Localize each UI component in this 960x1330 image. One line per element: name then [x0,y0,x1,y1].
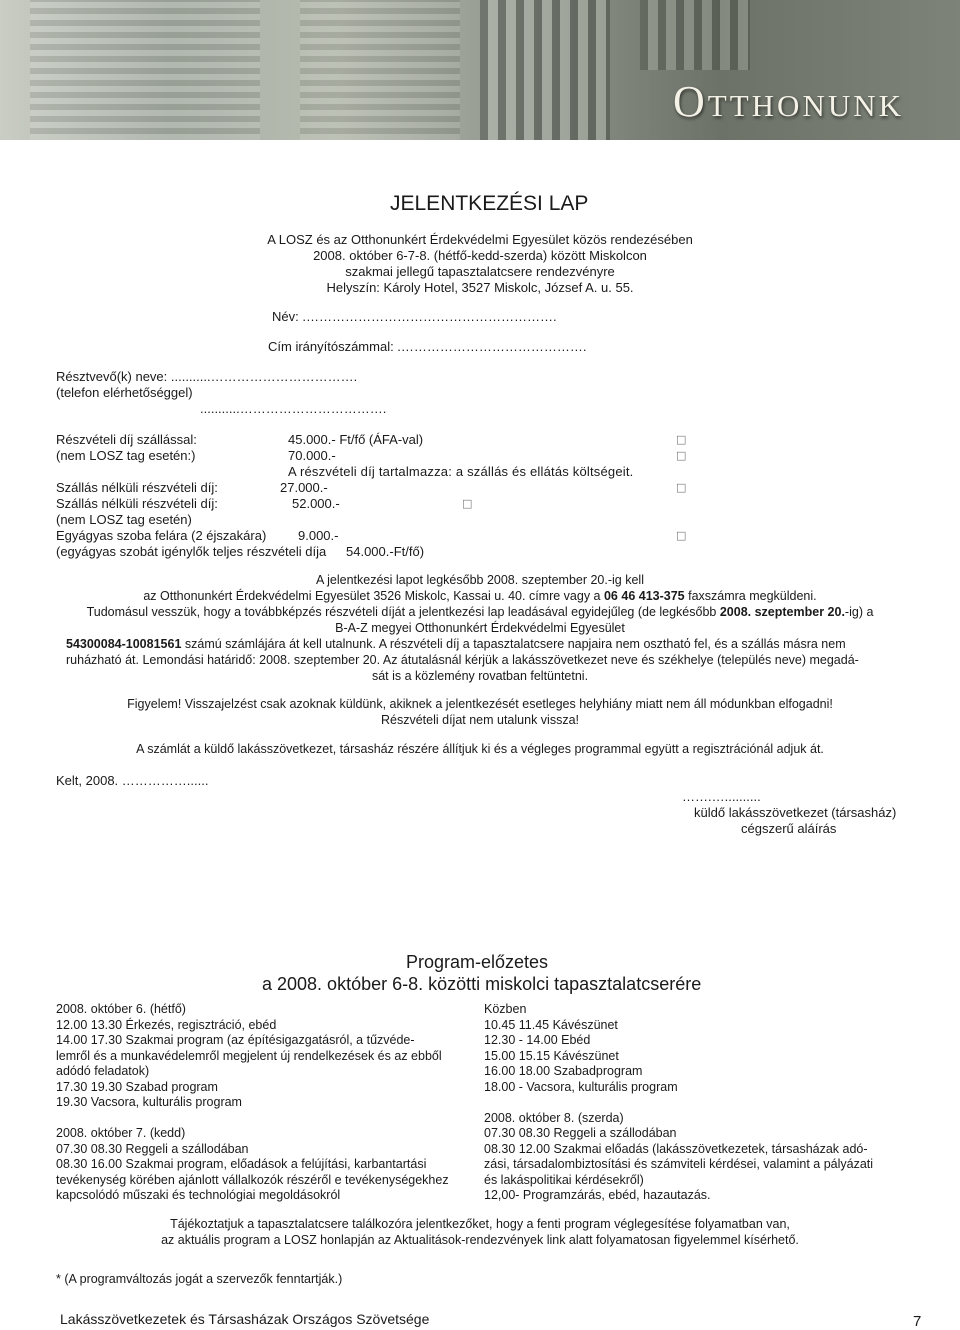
info-payment-3-text: számú számlájára át kell utalnunk. A részvételi díj a tapasztalatcsere napjaira nem oszthatό fel, és a szállás másra nem [181,637,846,651]
warning-line-1: Figyelem! Visszajelzést csak azoknak küldünk, akiknek a jelentkezését esetleges helyhiány miatt nem áll módunkban elfogadni! [127,697,833,711]
program-right-line: 15.00 15.15 Kávészünet [484,1048,619,1063]
fee-label-2: (nem LOSZ tag esetén:) [56,448,196,463]
name-field[interactable]: Név: .…………………………………………………. [272,309,557,324]
closing-line-2: az aktuális program a LOSZ honlapján az Aktualitások-rendezvények link alatt folyamatosan figyelemmel kísérhető. [161,1233,799,1247]
payment-deadline: 2008. szeptember 20. [719,605,845,619]
fee-checkbox-6[interactable]: □ [676,529,687,542]
footer-organization: Lakásszövetkezetek és Társasházak Országos Szövetsége [60,1311,430,1327]
program-right-line: 12,00- Programzárás, ebéd, hazautazás. [484,1188,711,1202]
program-left-line: 19.30 Vacsora, kulturális program [56,1095,242,1109]
fee-checkbox-2[interactable]: □ [676,449,687,462]
info-payment-3 [66,636,846,652]
fee-checkbox-3[interactable]: □ [676,481,687,494]
program-right-line: 07.30 08.30 Reggeli a szállodában [484,1126,677,1140]
fee-value-6: 9.000.- [298,528,339,543]
warning-line-2: Részvételi díjat nem utalunk vissza! [380,713,579,727]
page-number: 7 [913,1313,922,1330]
program-left-column [56,1002,449,1204]
program-right-column [484,1002,873,1204]
info-address-text: az Otthonunkért Érdekvédelmi Egyesület 3526 Miskolc, Kassai u. 40. címre vagy a [143,589,604,603]
fax-number: 06 46 413-375 [603,589,685,603]
info-payment-4: ruházható át. Lemondási határidő: 2008. szeptember 20. Az átutalásnál kérjük a lakásszövetkezet neve és székhelye (település neve) megadá- [66,653,859,667]
closing-line-1: Tájékoztatjuk a tapasztalatcsere találkozóra jelentkezőket, hogy a fenti program véglegesítése folyamatban van, [170,1217,790,1231]
info-deadline: A jelentkezési lapot legkésőbb 2008. szeptember 20.-ig kell [316,573,644,587]
program-left-line: 14.00 17.30 Szakmai program (az építésigazgatásról, a tűzvéde- [56,1033,415,1047]
program-left-line: 17.30 19.30 Szabad program [56,1079,218,1094]
footnote: * (A programváltozás jogát a szervezők fenntartják.) [56,1272,343,1286]
signature-label-2: cégszerű aláírás [741,821,837,836]
program-left-line: 08.30 16.00 Szakmai program, előadások a felújítási, karbantartási [56,1157,427,1171]
info-address-end: faxszámra megküldeni. [684,589,817,603]
program-left-spacer [56,1111,449,1127]
address-field[interactable]: Cím irányítószámmal: .……………………………………. [268,339,587,354]
program-right-line: Közben [484,1002,527,1016]
program-title: Program-előzetes [406,952,549,972]
signature-label-1: küldő lakásszövetkezet (társasház) [694,805,897,820]
program-left-line: kapcsolódó műszaki és technológiai megoldásokról [56,1188,341,1202]
fee-note: A részvételi díj tartalmazza: a szállás és ellátás költségeit. [288,464,634,479]
program-right-line: és lakáspolitikai kérdésekről) [484,1172,644,1187]
fee-value-3: 27.000.- [280,480,328,495]
fee-label-4: Szállás nélküli részvételi díj: [56,496,218,511]
page-title: JELENTKEZÉSI LAP [390,192,589,215]
brand-logo: Otthonunk [673,77,904,126]
info-payment-2: B-A-Z megyei Otthonunkért Érdekvédelmi Egyesület [335,621,625,635]
program-right-spacer [484,1095,873,1111]
program-right-line: 16.00 18.00 Szabadprogram [484,1064,643,1078]
info-payment-text: Tudomásul vesszük, hogy a továbbképzés részvételi díját a jelentkezési lap leadásával egyidejűleg (de legkésőbb [86,605,720,619]
fee-checkbox-4[interactable]: □ [462,497,473,510]
program-left-line: 2008. október 6. (hétfő) [56,1002,186,1016]
program-right-line: 12.30 - 14.00 Ebéd [484,1033,591,1047]
fee-value-7: 54.000.-Ft/fő) [346,544,425,559]
fee-label-5: (nem LOSZ tag esetén) [56,512,192,527]
fee-value-1: 45.000.- Ft/fő (ÁFA-val) [288,432,424,447]
program-right-line: 2008. október 8. (szerda) [484,1110,624,1125]
info-payment-5: sát is a közlemény rovatban feltüntetni. [371,669,589,683]
invoice-note: A számlát a küldő lakásszövetkezet, társasház részére állítjuk ki és a végleges programmal együtt a regisztrációnál adjuk át. [136,742,824,756]
fee-label-7: (egyágyas szobát igénylők teljes részvételi díja [56,544,327,559]
program-right-line: zási, társadalombiztosítási és számviteli kérdései, valamint a pályázati [484,1157,874,1171]
info-address [60,588,900,604]
program-subtitle: a 2008. október 6-8. közötti miskolci tapasztalatcserére [262,974,702,994]
program-left-line: tevékenység körében ajánlott vállalkozók részéről e tevékenységekhez [56,1172,449,1187]
date-field[interactable]: Kelt, 2008. ……………...... [56,773,209,788]
info-payment-end: -ig) a [844,605,874,619]
fee-value-4: 52.000.- [292,496,340,511]
info-payment-1 [40,604,920,620]
fee-checkbox-1[interactable]: □ [676,433,687,446]
program-left-line: 2008. október 7. (kedd) [56,1126,186,1140]
bank-account: 54300084-10081561 [66,637,182,651]
intro-line-1: A LOSZ és az Otthonunkért Érdekvédelmi Egyesület közös rendezésében [267,232,693,247]
phone-field[interactable]: ...........……………………………. [200,401,387,416]
intro-line-3: szakmai jellegű tapasztalatcsere rendezvényre [345,264,615,279]
fee-label-3: Szállás nélküli részvételi díj: [56,480,218,495]
program-right-line: 08.30 12.00 Szakmai előadás (lakásszövetkezetek, társasházak adó- [484,1141,868,1156]
intro-line-2: 2008. október 6-7-8. (hétfő-kedd-szerda) között Miskolcon [313,248,647,263]
fee-label-6: Egyágyas szoba felára (2 éjszakára) [56,528,267,543]
signature-line[interactable]: …….….......... [682,789,761,804]
intro-line-4: Helyszín: Károly Hotel, 3527 Miskolc, József A. u. 55. [326,280,634,295]
program-left-line: 07.30 08.30 Reggeli a szállodában [56,1141,249,1156]
fee-label-1: Részvételi díj szállással: [56,432,197,447]
program-right-line: 10.45 11.45 Kávészünet [484,1017,618,1032]
program-left-line: lemről és a munkavédelemről megjelent új rendelkezések és az ebből [56,1048,442,1063]
fee-value-2: 70.000.- [288,448,336,463]
program-left-line: 12.00 13.30 Érkezés, regisztráció, ebéd [56,1017,277,1032]
phone-label: (telefon elérhetőséggel) [56,385,193,400]
program-right-line: 18.00 - Vacsora, kulturális program [484,1079,678,1094]
header-banner [0,0,960,140]
program-left-line: adódó feladatok) [56,1064,150,1078]
participant-field[interactable]: Résztvevő(k) neve: ...........……………………………. [56,369,358,384]
